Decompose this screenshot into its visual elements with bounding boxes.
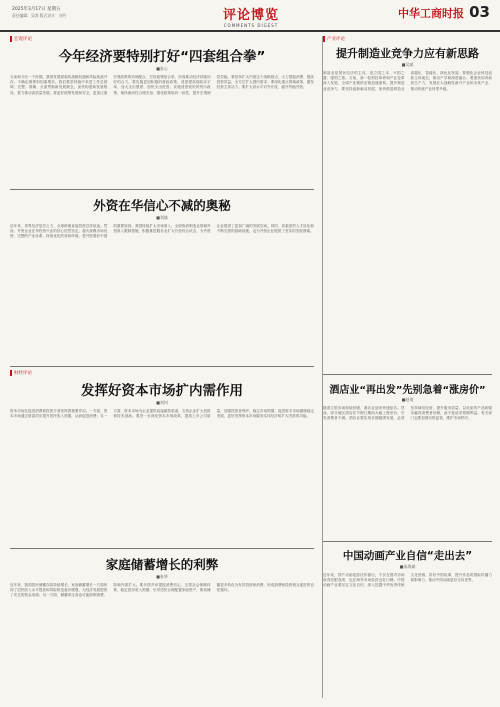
divider (323, 541, 492, 542)
divider (10, 366, 314, 367)
article-title: 发挥好资本市场扩内需作用 (81, 383, 243, 399)
article-author: ■刘钊 (156, 400, 168, 405)
article-author: ■朱海斌 (399, 564, 416, 569)
section-title (186, 4, 316, 28)
article-body: 近年来，国产动画电影佳作频出，不仅在国内市场取得亮眼成绩，也在海外市场收获良好口碑。中国动画产业要坚定文化自信，深入挖掘中华优秀传统文化资源，讲好中国故事，提升作品的国际传播力和影响力，推动中国动画更好走向世界。 (323, 573, 492, 588)
article-tag: 财经评论 (10, 370, 314, 376)
article-manufacturing (323, 36, 492, 371)
divider (10, 189, 314, 190)
article-author: ■刘斌 (156, 215, 168, 220)
article-title: 中国动画产业自信“走出去” (342, 550, 473, 562)
article-title: 外资在华信心不减的奥秘 (93, 198, 231, 213)
article-body: 资本市场在促进消费和投资方面发挥着重要作用。一方面，资本市场通过财富效应提升居民收入预期，从而促进消费；另一方面，资本市场为企业提供直接融资渠道，支持企业扩大投资和技术创新。要进一步深化资本市场改革，提高上市公司质量，加强投资者保护，稳定市场预期，促进资本市场健康稳定发展，更好发挥资本市场服务实体经济和扩大内需的功能。 (10, 409, 314, 419)
divider (10, 548, 314, 549)
article-tag: 宏观评论 (10, 36, 314, 42)
article-animation (323, 545, 492, 698)
issue-date: 2025年3月17日 星期五 (12, 7, 61, 12)
divider (323, 374, 492, 375)
newspaper-name: 中华工商时报 (398, 7, 464, 20)
article-author: ■吴斌 (401, 62, 414, 67)
article-author: ■张心 (156, 66, 168, 71)
article-tag: 产业评论 (323, 36, 492, 42)
article-title: 今年经济要特别打好“四套组合拳” (58, 49, 266, 65)
article-body: 近年来，世界经济复苏乏力，全球跨境直接投资总体低迷。然而，外资企业在华投资兴业的信心依然坚定。超大规模市场优势、完整的产业体系、持续优化的营商环境，是外资看好中国的重要原因。我国持续扩大市场准入，全面取消制造业领域外资准入限制措施，积极推进服务业扩大开放综合试点，为外资企业提供了更加广阔的发展空间。同时，高素质的人才队伍和不断完善的基础设施，也为外资企业提供了坚实的发展基础。 (10, 224, 314, 239)
right-column (322, 36, 492, 698)
article-economy (10, 36, 314, 186)
article-body: 制造业是国民经济的主体，是立国之本、兴国之器、强国之基。当前，新一轮科技革命和产业变革深入发展，全球产业链供应链加速重构。提升制造业竞争力，要坚持创新驱动发展，加快推进制造业高端化、智能化、绿色化发展；要强化企业科技创新主体地位，推动产学研深度融合；要加快培育新质生产力，发展壮大战略性新兴产业和未来产业，推动传统产业转型升级。 (323, 71, 492, 91)
section-name-en: COMMENTS DIGEST (223, 23, 279, 28)
section-name: 评论博览 (222, 8, 279, 23)
article-title: 家庭储蓄增长的利弊 (105, 557, 219, 572)
article-capital-market (10, 370, 314, 545)
article-author: ■赵琦 (401, 397, 414, 402)
article-body: 随着文旅市场持续回暖，酒店业迎来快速复苏。然而，部分地区酒店在节假日期间大幅上涨房价，引发消费者不满。酒店业要实现长期健康发展，必须坚持诚信经营，提升服务质量，以优质的产品和服务赢得消费者信赖，而不是追求短期利益。有关部门也要加强价格监管，维护市场秩序。 (323, 406, 492, 421)
article-title: 提升制造业竞争力应有新思路 (336, 47, 479, 60)
left-column (10, 36, 314, 698)
article-body: 当前和今后一个时期，我国发展面临的战略机遇和风险挑战并存，不确定难预料因素增多。我们要坚持稳中求进工作总基调，完整、准确、全面贯彻新发展理念，加快构建新发展格局，着力推动高质量发展。要更好统筹发展和安全，更加注重宏观政策的协调配合，打好政策组合拳，形成推动经济持续向好的合力。要实施更加积极的财政政策，适度提高财政赤字率，加大支出强度、加快支出进度；实施适度宽松的货币政策，保持流动性合理充裕；强化政策取向一致性，提升宏观调控效能。要坚持扩大内需这个战略基点，大力提振消费、提高投资效益，全方位扩大国内需求；要深化重点领域改革，激发经营主体活力；要扩大高水平对外开放，稳外贸稳外资。 (10, 75, 314, 95)
article-household-savings (10, 552, 314, 698)
masthead (0, 0, 500, 32)
editor-line: 责任编辑：吴涛 版式设计：刘丹 (12, 13, 67, 18)
article-title: 酒店业“再出发”先别急着“涨房价” (329, 385, 486, 396)
article-author: ■张华 (156, 574, 168, 579)
page-number: 03 (469, 3, 490, 21)
article-foreign-investment (10, 193, 314, 361)
article-hotel (323, 378, 492, 538)
article-body: 近年来，我国居民储蓄存款持续增长。家庭储蓄增长一方面体现了居民收入水平提高和风险防范意识增强，为经济发展提供了充足的资金来源；另一方面，储蓄率过高也可能抑制消费，影响内需扩大。要多措并举提振消费信心，完善社会保障体系，稳定居民收入预期，引导居民合理配置家庭资产，推动储蓄更多转化为有效投资和消费，形成消费和投资相互促进的良性循环。 (10, 583, 314, 598)
